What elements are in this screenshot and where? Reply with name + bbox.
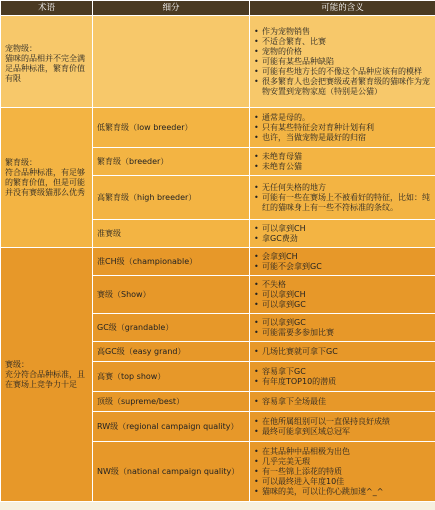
meaning-list	[254, 224, 431, 244]
breeding-meaning-low	[250, 108, 435, 148]
breeding-sub-high: 高繁育级（high breeder）	[93, 176, 250, 220]
show-sub-grandable: GC级（grandable）	[93, 314, 250, 342]
show-meaning-championable	[250, 248, 435, 276]
breed-row-low	[1, 108, 435, 148]
header-subdivision: 细分	[93, 1, 250, 16]
meaning-list	[254, 252, 431, 272]
show-sub-easy-grand: 高GC级（easy grand）	[93, 342, 250, 362]
pet-row	[1, 16, 435, 108]
meaning-item: • 几场比赛就可拿下GC	[254, 347, 431, 357]
meaning-item: • 几乎完美无瑕	[254, 457, 431, 467]
meaning-item: • 有一些锦上添花的特质	[254, 467, 431, 477]
meaning-item: • 可能不会拿到GC	[254, 262, 431, 272]
pet-subdivision	[93, 16, 250, 108]
meaning-item: • 最终可能拿到区域总冠军	[254, 427, 431, 437]
meaning-list	[254, 280, 431, 310]
show-meaning-supreme	[250, 392, 435, 412]
meaning-item: • 可以拿到CH	[254, 290, 431, 300]
meaning-item: • 有年度TOP10的潜质	[254, 377, 431, 387]
meaning-item: • 宠物的价格	[254, 47, 431, 57]
meaning-item: • 可以拿到GC	[254, 318, 431, 328]
show-meaning-show	[250, 276, 435, 314]
meaning-item: • 拿GC费劲	[254, 234, 431, 244]
show-sub-supreme: 顶级（supreme/best）	[93, 392, 250, 412]
meaning-list	[254, 367, 431, 387]
meaning-item: • 不失格	[254, 280, 431, 290]
meaning-item: • 可以拿到GC	[254, 300, 431, 310]
header-meaning: 可能的含义	[250, 1, 435, 16]
show-meaning-top-show	[250, 362, 435, 392]
show-row-championable	[1, 248, 435, 276]
meaning-list	[254, 447, 431, 497]
meaning-list	[254, 417, 431, 437]
show-meaning-grandable	[250, 314, 435, 342]
meaning-item: • 猫咪的美，可以让你心跳加速^_^	[254, 487, 431, 497]
show-sub-national: NW级（national campaign quality）	[93, 442, 250, 502]
meaning-item: • 通常是母的。	[254, 113, 431, 123]
meaning-list	[254, 347, 431, 357]
meaning-list	[254, 113, 431, 143]
meaning-item: • 可能有某些品种缺陷	[254, 57, 431, 67]
show-sub-show: 赛级（Show）	[93, 276, 250, 314]
pet-meaning-list	[254, 27, 431, 97]
meaning-item: • 可能有些地方长的不像这个品种应该有的模样	[254, 67, 431, 77]
breeding-meaning-standard	[250, 148, 435, 176]
meaning-item: • 可能有一些在赛场上不被看好的特征，比如：纯红的猫咪身上有一些不符标准的条纹。	[254, 193, 431, 213]
meaning-list	[254, 318, 431, 338]
meaning-item: • 在其品种中品相极为出色	[254, 447, 431, 457]
meaning-item: • 很多繁育人也会把赛级或者繁育级的猫咪作为宠物安置到宠物家庭（特别是公猫）	[254, 77, 431, 97]
show-term: 赛级： 充分符合品种标准，且在赛场上竞争力十足	[1, 248, 93, 502]
meaning-item: • 可以拿到CH	[254, 224, 431, 234]
meaning-item: • 作为宠物销售	[254, 27, 431, 37]
meaning-item: • 会拿到CH	[254, 252, 431, 262]
meaning-item: • 也许，当做宠物是最好的归宿	[254, 133, 431, 143]
meaning-list	[254, 183, 431, 213]
meaning-item: • 无任何失格的地方	[254, 183, 431, 193]
meaning-list	[254, 397, 431, 407]
breeding-sub-near-show: 准赛级	[93, 220, 250, 248]
meaning-item: • 不适合繁育、比赛	[254, 37, 431, 47]
breeding-sub-standard: 繁育级（breeder）	[93, 148, 250, 176]
header-term: 术语	[1, 1, 93, 16]
pet-term: 宠物级： 猫咪的品相并不完全满足品种标准，繁育价值有限	[1, 16, 93, 108]
breeding-meaning-high	[250, 176, 435, 220]
meaning-item: • 在他所属组别可以一直保持良好成绩	[254, 417, 431, 427]
header-row	[1, 1, 435, 16]
show-meaning-easy-grand	[250, 342, 435, 362]
show-sub-championable: 准CH级（championable）	[93, 248, 250, 276]
meaning-list	[254, 152, 431, 172]
meaning-item: • 未绝育公猫	[254, 162, 431, 172]
show-meaning-regional	[250, 412, 435, 442]
show-sub-top-show: 高赛（top show）	[93, 362, 250, 392]
meaning-item: • 容易拿下GC	[254, 367, 431, 377]
show-sub-regional: RW级（regional campaign quality）	[93, 412, 250, 442]
breeding-sub-low: 低繁育级（low breeder）	[93, 108, 250, 148]
meaning-item: • 未绝育母猫	[254, 152, 431, 162]
show-meaning-national	[250, 442, 435, 502]
pet-meaning	[250, 16, 435, 108]
breeding-term: 繁育级： 符合品种标准，有足够的繁育价值，但是可能并没有赛级猫那么优秀	[1, 108, 93, 248]
meaning-item: • 可能需要多参加比赛	[254, 328, 431, 338]
meaning-item: • 只有某些特征会对育种计划有利	[254, 123, 431, 133]
meaning-item: • 可以最终进入年度10佳	[254, 477, 431, 487]
meaning-item: • 容易拿下全场最佳	[254, 397, 431, 407]
breeding-meaning-near-show	[250, 220, 435, 248]
